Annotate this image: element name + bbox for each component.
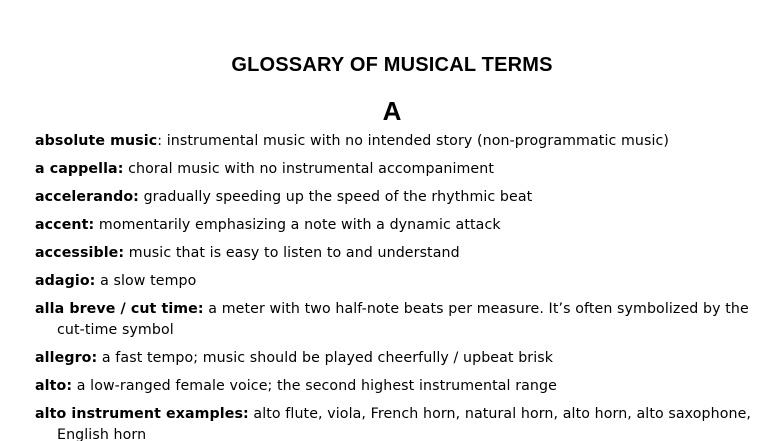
entry-definition: momentarily emphasizing a note with a dynamic attack [94,217,501,233]
glossary-entry-alto-instrument-examples [35,404,775,441]
section-letter: A [382,96,402,126]
entry-term: accent: [35,217,95,233]
entry-term: accelerando: [35,189,139,205]
entry-definition: a fast tempo; music should be played cheerfully / upbeat brisk [97,350,554,366]
glossary-entry-a-cappella [35,159,775,180]
glossary-entry-alla-breve [35,299,775,341]
glossary-entry-accessible [35,243,775,264]
entry-definition: instrumental music with no intended story (non-programmatic music) [162,133,670,149]
entry-term: alla breve / cut time: [35,301,204,317]
entry-definition: a meter with two half-note beats per measure. It’s often symbolized by the cut-time symbol [57,301,749,338]
glossary-entry-alto [35,376,775,397]
glossary-entry-allegro [35,348,775,369]
glossary-entry-absolute-music [35,131,775,152]
glossary-entry-adagio [35,271,775,292]
entry-definition: a slow tempo [95,273,197,289]
entry-term: accessible: [35,245,125,261]
entry-term: absolute music [35,133,158,149]
entry-separator: : [157,133,163,149]
entry-definition: a low-ranged female voice; the second highest instrumental range [72,378,557,394]
entry-term: allegro: [35,350,98,366]
glossary-list [35,131,775,441]
glossary-entry-accelerando [35,187,775,208]
entry-term: alto instrument examples: [35,406,249,422]
entry-definition: gradually speeding up the speed of the rhythmic beat [138,189,533,205]
entry-definition: alto flute, viola, French horn, natural horn, alto horn, alto saxophone, English horn [57,406,752,441]
entry-term: adagio: [35,273,96,289]
entry-term: a cappella: [35,161,124,177]
entry-definition: music that is easy to listen to and understand [124,245,460,261]
glossary-entry-accent [35,215,775,236]
entry-term: alto: [35,378,73,394]
page-title: GLOSSARY OF MUSICAL TERMS [231,54,553,76]
entry-definition: choral music with no instrumental accompaniment [123,161,495,177]
